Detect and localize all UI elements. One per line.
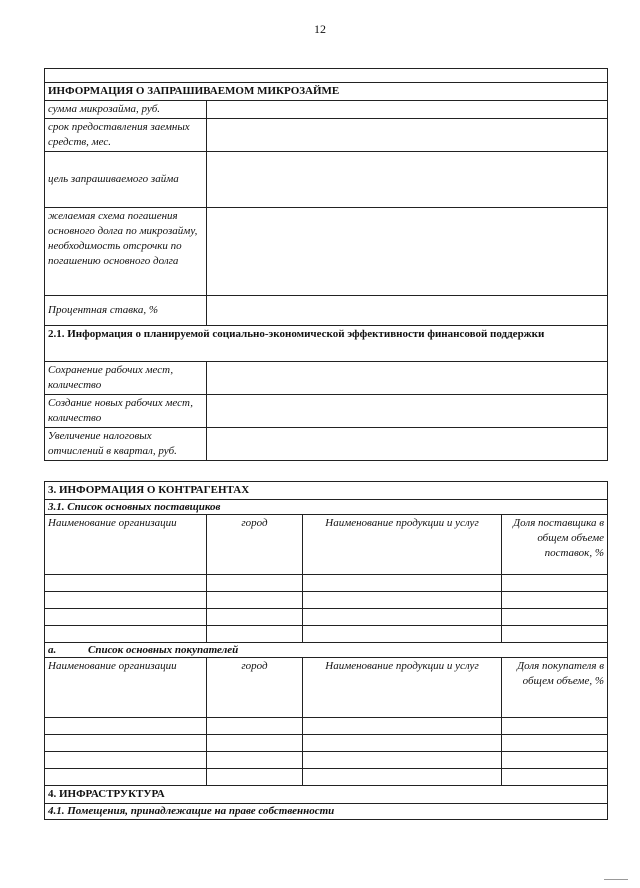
field-repayment-scheme[interactable] — [207, 208, 608, 296]
supplier-cell[interactable] — [502, 609, 608, 626]
buyer-cell[interactable] — [502, 735, 608, 752]
buyer-cell[interactable] — [207, 718, 303, 735]
table-row — [45, 718, 608, 735]
page-number: 12 — [314, 22, 326, 36]
supplier-cell[interactable] — [303, 575, 502, 592]
supplier-cell[interactable] — [45, 592, 207, 609]
field-loan-term[interactable] — [207, 119, 608, 152]
microloan-table — [44, 68, 608, 461]
buyers-col-products: Наименование продукции и услуг — [303, 658, 502, 718]
buyers-marker: a. — [48, 644, 57, 656]
buyer-cell[interactable] — [45, 718, 207, 735]
buyer-cell[interactable] — [207, 735, 303, 752]
row-label-loan-amount: сумма микрозайма, руб. — [45, 101, 207, 119]
table-row — [45, 592, 608, 609]
field-loan-amount[interactable] — [207, 101, 608, 119]
supplier-cell[interactable] — [207, 609, 303, 626]
microloan-section-title: ИНФОРМАЦИЯ О ЗАПРАШИВАЕМОМ МИКРОЗАЙМЕ — [45, 83, 608, 101]
row-label-repayment-scheme: желаемая схема погашения основного долга по микрозайму, необходимость отсрочки по погашению основного долга — [45, 208, 207, 296]
buyers-title: Список основных покупателей — [88, 644, 239, 656]
footer-mark — [604, 879, 628, 880]
blank-top-row — [45, 69, 608, 83]
field-tax-increase[interactable] — [207, 428, 608, 461]
table-row — [45, 609, 608, 626]
counterparties-section-title: 3. ИНФОРМАЦИЯ О КОНТРАГЕНТАХ — [45, 482, 608, 500]
supplier-cell[interactable] — [45, 626, 207, 643]
supplier-cell[interactable] — [45, 575, 207, 592]
buyer-cell[interactable] — [502, 752, 608, 769]
row-label-tax-increase: Увеличение налоговых отчислений в квартал, руб. — [45, 428, 207, 461]
buyers-col-name: Наименование организации — [45, 658, 207, 718]
buyer-cell[interactable] — [45, 752, 207, 769]
supplier-cell[interactable] — [502, 592, 608, 609]
table-row — [45, 735, 608, 752]
field-jobs-created[interactable] — [207, 395, 608, 428]
supplier-cell[interactable] — [502, 575, 608, 592]
row-label-jobs-created: Создание новых рабочих мест, количество — [45, 395, 207, 428]
infrastructure-section-title: 4. ИНФРАСТРУКТУРА — [45, 786, 608, 804]
row-label-loan-term: срок предоставления заемных средств, мес. — [45, 119, 207, 152]
suppliers-col-share: Доля поставщика в общем объеме поставок, % — [502, 515, 608, 575]
row-label-loan-purpose: цель запрашиваемого займа — [45, 152, 207, 208]
buyers-col-share: Доля покупателя в общем объеме, % — [502, 658, 608, 718]
supplier-cell[interactable] — [207, 626, 303, 643]
buyer-cell[interactable] — [303, 752, 502, 769]
buyer-cell[interactable] — [45, 769, 207, 786]
table-row — [45, 626, 608, 643]
field-interest-rate[interactable] — [207, 296, 608, 326]
buyer-cell[interactable] — [502, 718, 608, 735]
counterparties-table — [44, 481, 608, 820]
suppliers-col-name: Наименование организации — [45, 515, 207, 575]
table-row — [45, 752, 608, 769]
row-label-jobs-saved: Сохранение рабочих мест, количество — [45, 362, 207, 395]
table-row — [45, 769, 608, 786]
supplier-cell[interactable] — [502, 626, 608, 643]
efficiency-section-title: 2.1. Информация о планируемой социально-экономической эффективности финансовой поддержки — [45, 326, 608, 362]
buyer-cell[interactable] — [502, 769, 608, 786]
buyer-cell[interactable] — [303, 735, 502, 752]
suppliers-col-city: город — [207, 515, 303, 575]
supplier-cell[interactable] — [303, 626, 502, 643]
table-row — [45, 575, 608, 592]
supplier-cell[interactable] — [207, 592, 303, 609]
buyer-cell[interactable] — [303, 769, 502, 786]
buyer-cell[interactable] — [45, 735, 207, 752]
buyer-cell[interactable] — [207, 769, 303, 786]
supplier-cell[interactable] — [207, 575, 303, 592]
buyers-col-city: город — [207, 658, 303, 718]
suppliers-col-products: Наименование продукции и услуг — [303, 515, 502, 575]
supplier-cell[interactable] — [45, 609, 207, 626]
buyers-title-row — [45, 643, 608, 658]
suppliers-title: 3.1. Список основных поставщиков — [45, 500, 608, 515]
supplier-cell[interactable] — [303, 609, 502, 626]
row-label-interest-rate: Процентная ставка, % — [45, 296, 207, 326]
buyer-cell[interactable] — [303, 718, 502, 735]
field-jobs-saved[interactable] — [207, 362, 608, 395]
infrastructure-subtitle: 4.1. Помещения, принадлежащие на праве собственности — [45, 804, 608, 820]
field-loan-purpose[interactable] — [207, 152, 608, 208]
supplier-cell[interactable] — [303, 592, 502, 609]
buyer-cell[interactable] — [207, 752, 303, 769]
